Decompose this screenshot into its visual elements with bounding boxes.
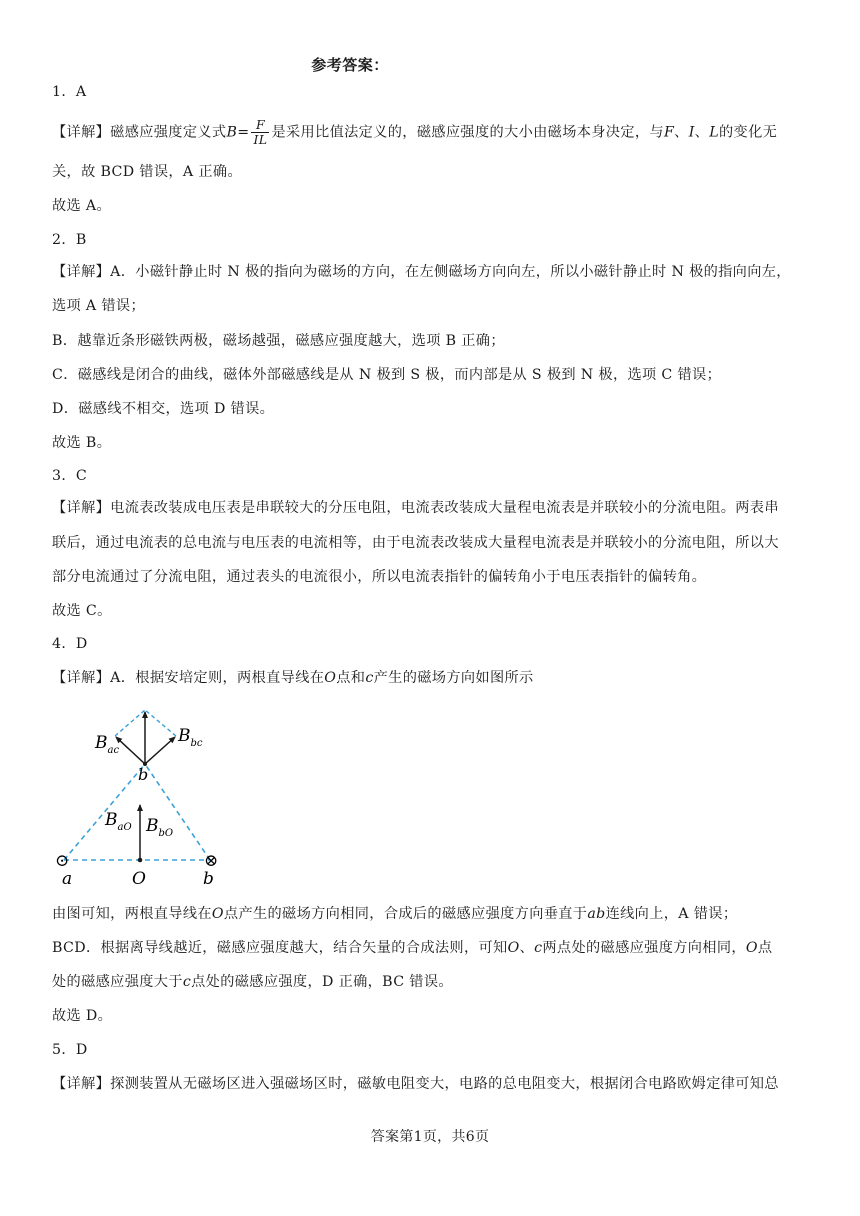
separator: 、	[519, 940, 535, 956]
q2-detail-line-4: C．磁感线是闭合的曲线，磁体外部磁感线是从 N 极到 S 极，而内部是从 S 极到 N 极，选项 C 错误；	[52, 367, 722, 383]
q4-detail-text: 点	[757, 940, 773, 956]
label-o: O	[132, 869, 146, 889]
formula-equals: =	[237, 124, 250, 141]
q2-detail-line-3: B．越靠近条形磁铁两极，磁场越强，磁感应强度越大，选项 B 正确；	[52, 333, 505, 349]
q1-detail-text: 是采用比值法定义的，磁感应强度的大小由磁场本身决定，与	[271, 124, 664, 141]
q4-detail-line-3	[52, 938, 812, 958]
q3-answer: 3．C	[52, 468, 88, 484]
point-c: c	[534, 940, 543, 956]
label-b-bc: $B_{bc}$	[178, 726, 203, 749]
page-footer: 答案第1页，共6页	[370, 1129, 490, 1145]
point-o: O	[507, 940, 520, 956]
diagram-svg	[52, 700, 232, 890]
q1-answer: 1．A	[52, 84, 87, 100]
q2-conclusion: 故选 B。	[52, 435, 112, 451]
q4-detail-text: 连线向上，A 错误；	[605, 906, 738, 922]
label-b-bo: $B_{bO}$	[146, 816, 174, 839]
q4-detail-text: 【详解】A．根据安培定则，两根直导线在	[52, 670, 325, 686]
q1-detail-text: 的变化无	[719, 124, 778, 141]
q1-conclusion: 故选 A。	[52, 198, 112, 214]
q3-detail-line-3: 部分电流通过了分流电阻，通过表头的电流很小，所以电流表指针的偏转角小于电压表指针的偏转角。	[52, 569, 707, 585]
label-b: b	[203, 869, 214, 889]
formula-b: B	[226, 124, 238, 141]
arrow-b-bc	[145, 737, 175, 764]
var-i: I	[688, 124, 695, 141]
label-b-ao: $B_{aO}$	[105, 810, 132, 833]
q5-detail-line-1: 【详解】探测装置从无磁场区进入强磁场区时，磁敏电阻变大，电路的总电阻变大，根据闭合电路欧姆定律可知总	[52, 1076, 779, 1092]
q4-detail-text: 两点处的磁感应强度方向相同，	[542, 940, 746, 956]
var-l: L	[709, 124, 719, 141]
arrow-b-ac	[116, 737, 145, 764]
q4-conclusion: 故选 D。	[52, 1008, 113, 1024]
label-a: a	[62, 869, 73, 889]
q4-detail-text: BCD．根据离导线越近，磁感应强度越大，结合矢量的合成法则，可知	[52, 940, 508, 956]
label-top-b: b	[138, 765, 149, 784]
q4-detail-text: 点和	[336, 670, 366, 686]
q3-detail-line-1: 【详解】电流表改装成电压表是串联较大的分压电阻，电流表改装成大量程电流表是并联较小的分流电阻。两表串	[52, 500, 779, 516]
q4-detail-text: 处的磁感应强度大于	[52, 974, 183, 990]
q2-detail-line-2: 选项 A 错误；	[52, 298, 146, 314]
point-c: c	[365, 670, 374, 686]
separator: 、	[674, 124, 689, 141]
q4-detail-line-1	[52, 668, 812, 688]
formula-fraction	[251, 118, 269, 147]
q4-detail-line-2	[52, 904, 812, 924]
q2-detail-line-5: D．磁感线不相交，选项 D 错误。	[52, 401, 275, 417]
formula-denominator: IL	[253, 132, 268, 147]
separator: 、	[694, 124, 710, 141]
formula-numerator: F	[251, 118, 269, 133]
wire-in-icon: ⊗	[204, 851, 219, 871]
q2-answer: 2．B	[52, 232, 87, 248]
q3-detail-line-2: 联后，通过电流表的总电流与电压表的电流相等，由于电流表改装成大量程电流表是并联较小的分流电阻，所以大	[52, 535, 779, 551]
magnetic-field-diagram	[52, 700, 232, 890]
parallelogram-edge	[145, 710, 176, 736]
point-o-dot	[138, 858, 143, 863]
label-b-ac: $B_{ac}$	[95, 733, 120, 756]
parallelogram-edge	[115, 710, 145, 736]
point-o: O	[745, 940, 758, 956]
var-f: F	[663, 124, 675, 141]
q4-detail-text: 点产生的磁场方向相同，合成后的磁感应强度方向垂直于	[223, 906, 588, 922]
q3-conclusion: 故选 C。	[52, 603, 112, 619]
segment-ab: ab	[587, 906, 606, 922]
wire-out-icon: ⊙	[55, 851, 70, 871]
q4-detail-line-4	[52, 972, 812, 992]
q4-answer: 4．D	[52, 636, 88, 652]
q4-detail-text: 产生的磁场方向如图所示	[373, 670, 534, 686]
point-c: c	[182, 974, 192, 990]
side-line-b	[145, 764, 210, 860]
q5-answer: 5．D	[52, 1042, 88, 1058]
q4-detail-text: 点处的磁感应强度，D 正确，BC 错误。	[191, 974, 453, 990]
q4-detail-text: 由图可知，两根直导线在	[52, 906, 212, 922]
q1-detail-text: 【详解】磁感应强度定义式	[52, 124, 227, 141]
q1-detail-line-2: 关，故 BCD 错误，A 正确。	[52, 164, 242, 180]
point-o: O	[211, 906, 224, 922]
q2-detail-line-1: 【详解】A．小磁针静止时 N 极的指向为磁场的方向，在左侧磁场方向向左，所以小磁针静止时 N 极的指向向左，	[52, 264, 791, 280]
page-title: 参考答案：	[311, 56, 389, 74]
q1-detail-line-1	[52, 118, 812, 147]
point-o: O	[324, 670, 337, 686]
